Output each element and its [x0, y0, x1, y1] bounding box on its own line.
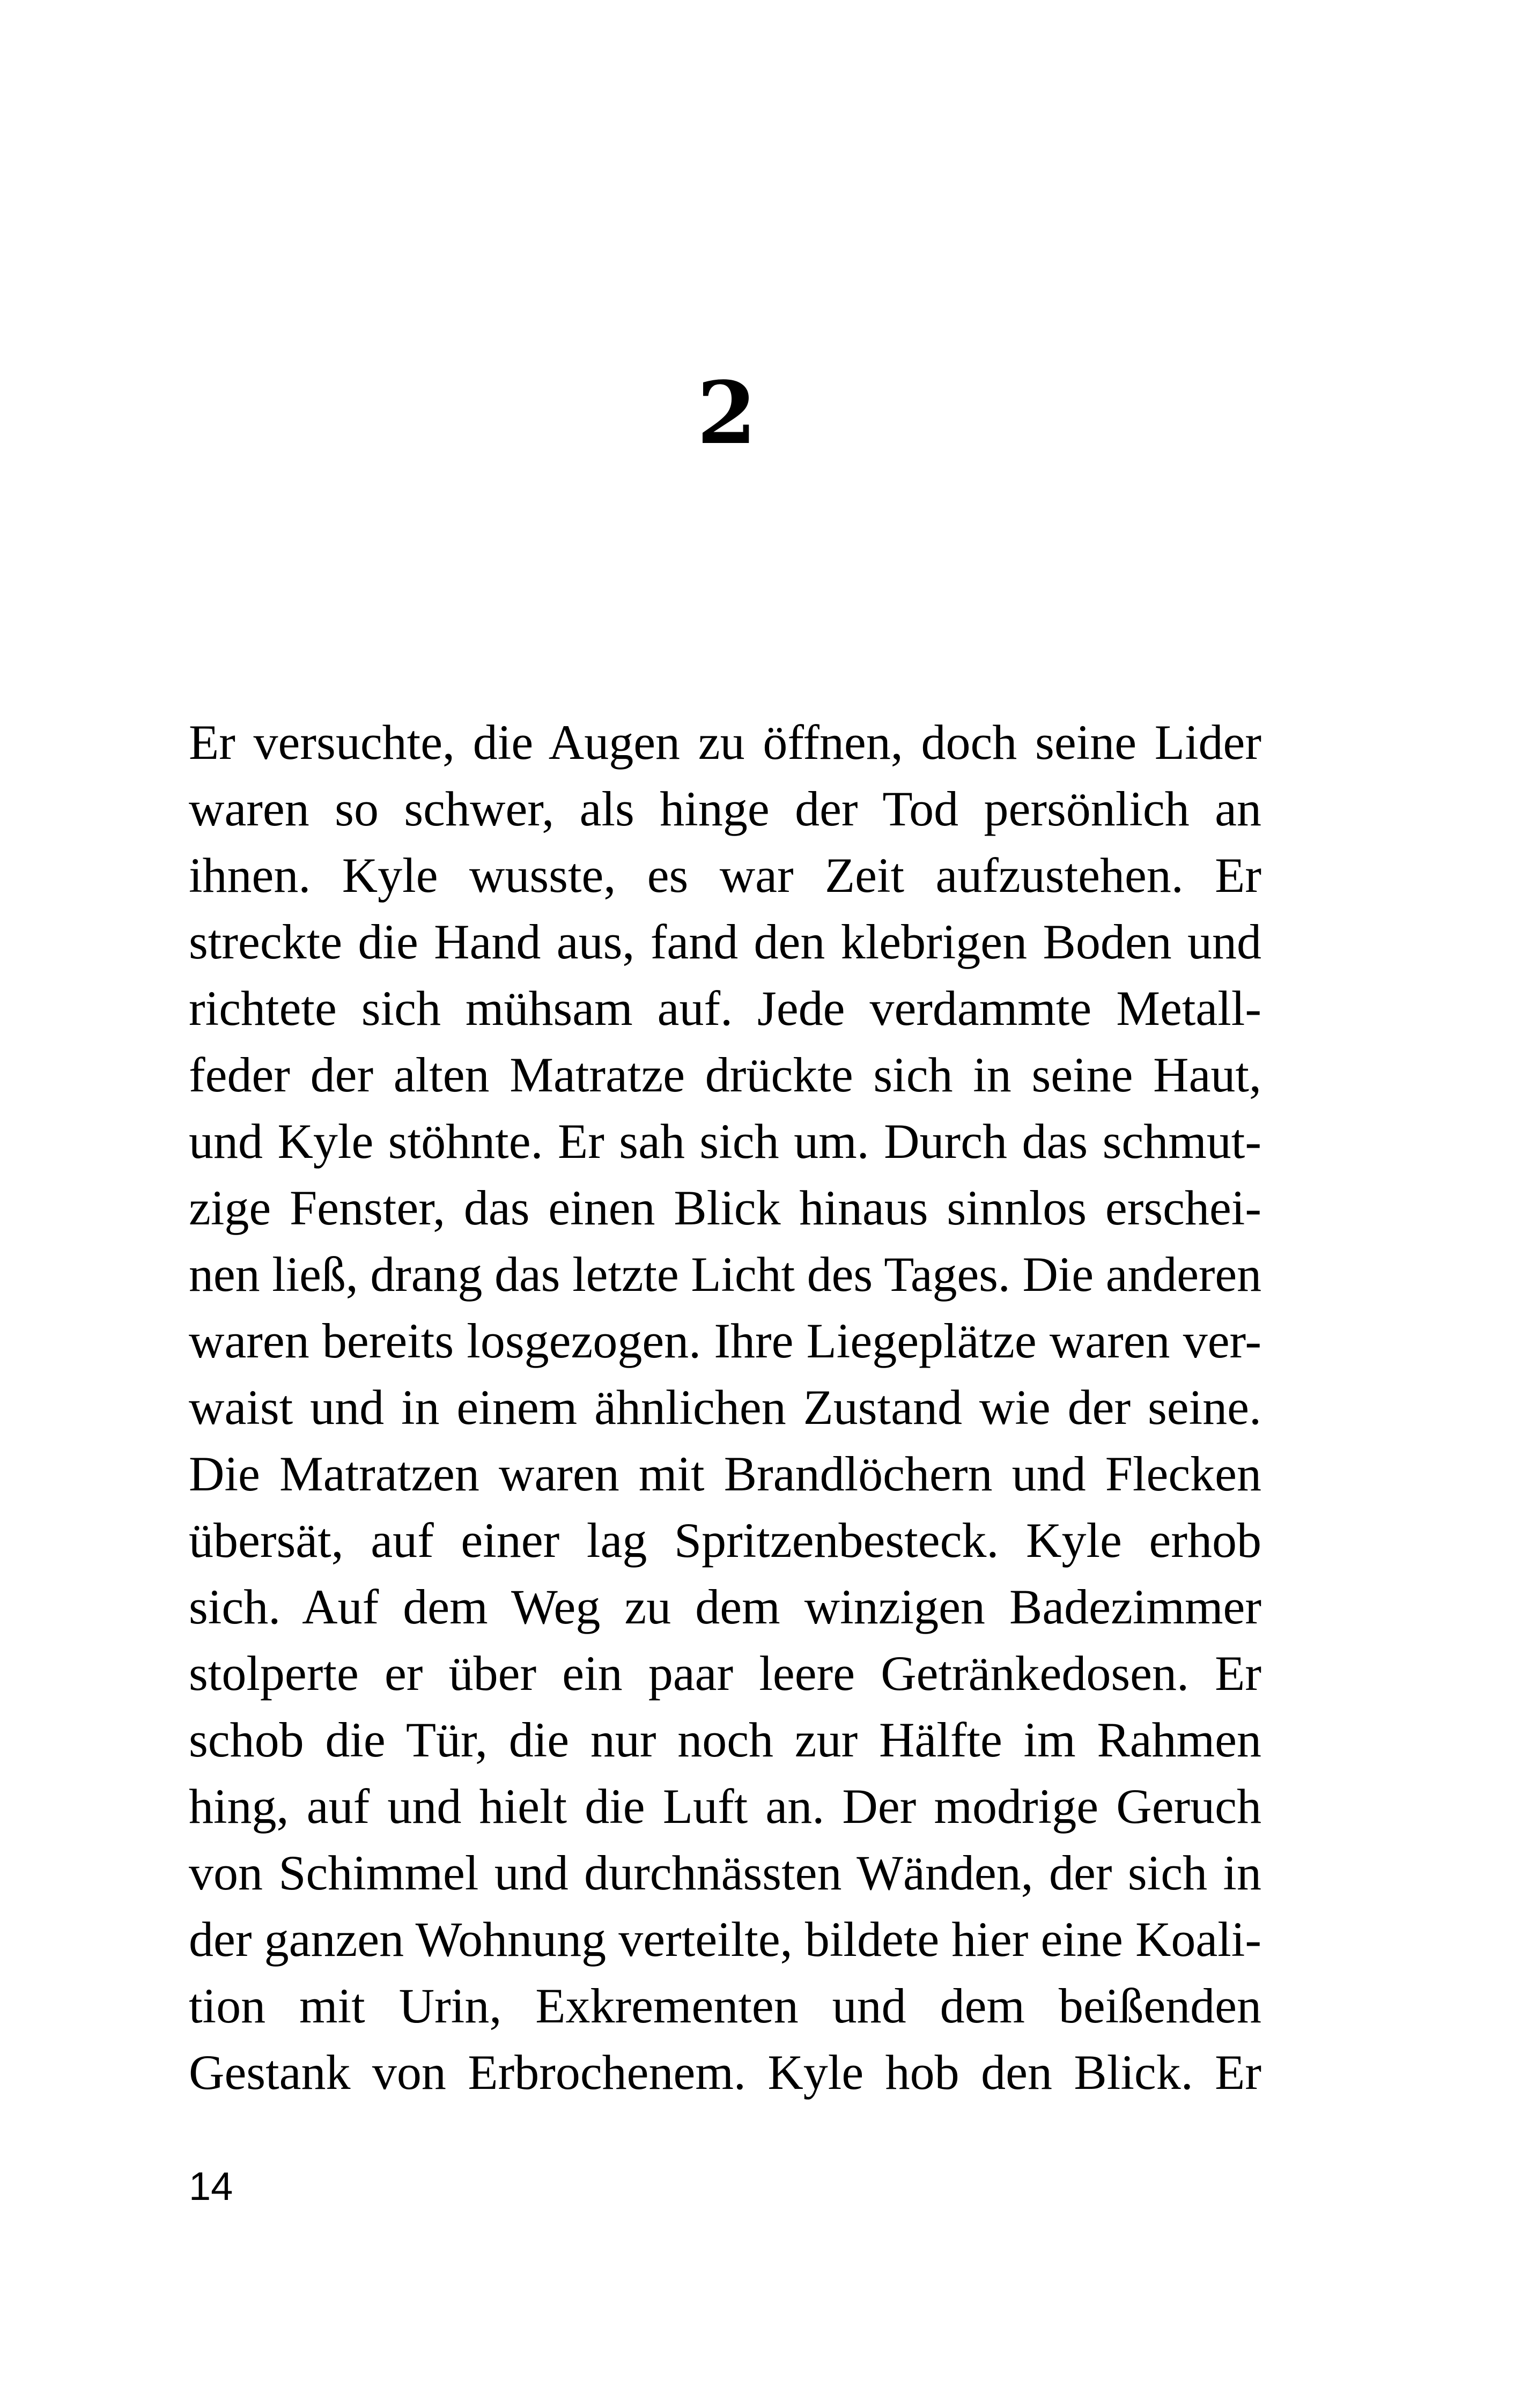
text-line: von Schimmel und durchnässten Wänden, der sich in	[189, 1845, 1261, 1900]
text-line: hing, auf und hielt die Luft an. Der modrige Geruch	[189, 1779, 1261, 1834]
page-number: 14	[189, 2164, 233, 2208]
text-line: zige Fenster, das einen Blick hinaus sinnlos erschei-	[189, 1180, 1261, 1235]
text-line: waist und in einem ähnlichen Zustand wie der seine.	[189, 1380, 1261, 1435]
text-line: Gestank von Erbrochenem. Kyle hob den Blick. Er	[189, 2045, 1261, 2100]
text-line: sich. Auf dem Weg zu dem winzigen Badezimmer	[189, 1579, 1261, 1634]
text-line: übersät, auf einer lag Spritzenbesteck. Kyle erhob	[189, 1513, 1261, 1568]
text-line: stolperte er über ein paar leere Getränkedosen. Er	[189, 1646, 1261, 1701]
text-line: nen ließ, drang das letzte Licht des Tages. Die anderen	[189, 1247, 1261, 1302]
text-line: streckte die Hand aus, fand den klebrigen Boden und	[189, 914, 1261, 969]
text-line: feder der alten Matratze drückte sich in seine Haut,	[189, 1047, 1261, 1102]
text-line: tion mit Urin, Exkrementen und dem beißenden	[189, 1978, 1261, 2033]
text-line: schob die Tür, die nur noch zur Hälfte im Rahmen	[189, 1712, 1261, 1767]
text-line: waren so schwer, als hinge der Tod persönlich an	[189, 781, 1261, 836]
text-line: ihnen. Kyle wusste, es war Zeit aufzustehen. Er	[189, 848, 1261, 903]
text-line: und Kyle stöhnte. Er sah sich um. Durch das schmut-	[189, 1114, 1261, 1169]
chapter-number: 2	[697, 363, 757, 463]
text-line: richtete sich mühsam auf. Jede verdammte Metall-	[189, 981, 1261, 1036]
body-text	[189, 709, 1261, 2106]
text-line: Er versuchte, die Augen zu öffnen, doch seine Lider	[189, 715, 1261, 770]
text-line: der ganzen Wohnung verteilte, bildete hier eine Koali-	[189, 1912, 1261, 1967]
text-line: Die Matratzen waren mit Brandlöchern und Flecken	[189, 1446, 1261, 1501]
text-line: waren bereits losgezogen. Ihre Liegeplätze waren ver-	[189, 1313, 1261, 1368]
